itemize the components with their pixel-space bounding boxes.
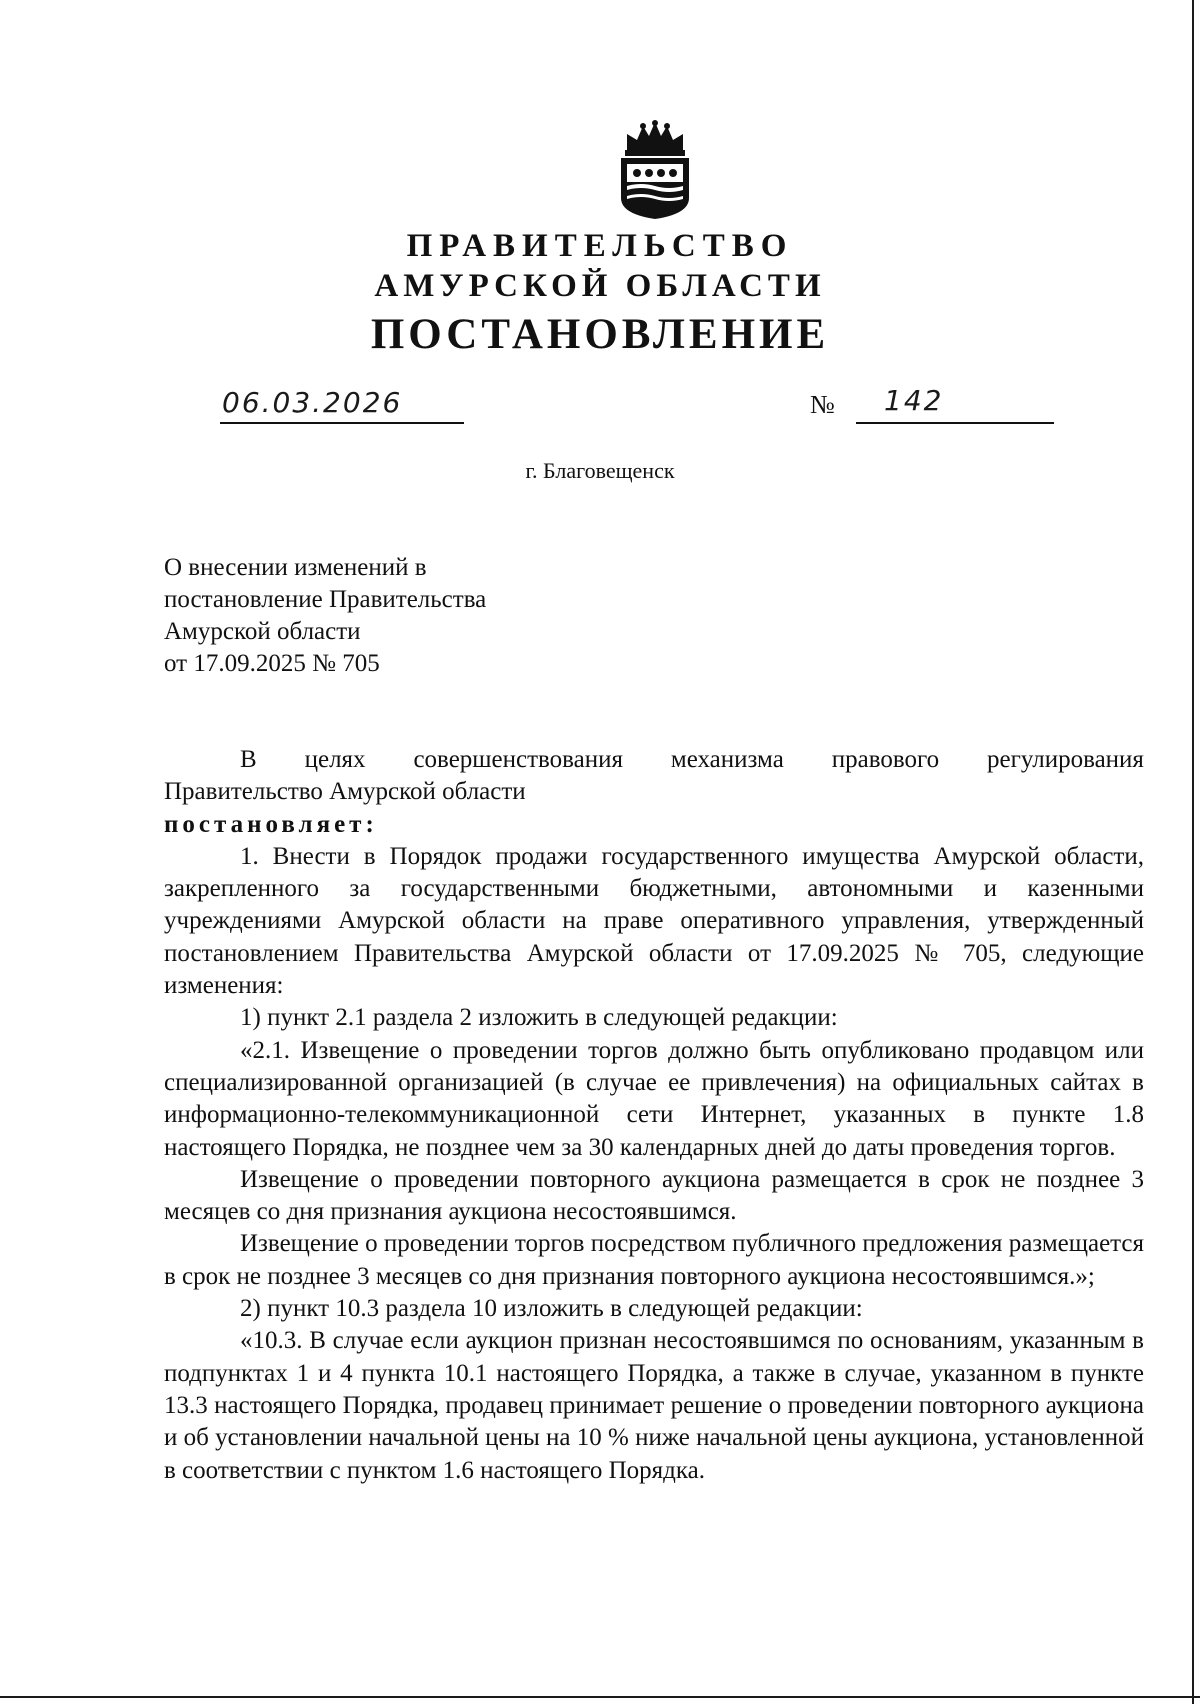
- paragraph: Извещение о проведении повторного аукциона размещается в срок не позднее 3 месяцев со дня признания аукциона несостоявшимся.: [164, 1165, 1144, 1226]
- intro-line-2: Правительство Амурской области: [164, 778, 526, 806]
- number-sign: №: [810, 390, 835, 419]
- intro-line: [164, 744, 1144, 776]
- date-field: [220, 388, 464, 424]
- handwritten-number: 142: [884, 384, 944, 417]
- number-field: [856, 384, 1054, 424]
- intro-word: целях: [304, 746, 366, 773]
- subject-line: постановление Правительства: [164, 586, 487, 613]
- document-body: [164, 744, 1144, 1487]
- city-name: г. Благовещенск: [525, 458, 675, 483]
- handwritten-date: 06.03.2026: [222, 386, 403, 419]
- paragraph: «2.1. Извещение о проведении торгов должно быть опубликовано продавцом или специализированной организацией (в случае ее привлечения) на официальных сайтах в информационно-телекоммуникационной сети Интернет, указанных в пункте 1.8 настоящего Порядка, не позднее чем за 30 календарных дней до даты проведения торгов.: [164, 1036, 1144, 1161]
- intro-word: механизма: [670, 746, 784, 773]
- coat-of-arms-icon: [613, 120, 697, 220]
- scan-edge-bottom: [0, 1696, 1200, 1698]
- intro-word: совершенствования: [413, 746, 624, 773]
- paragraph: «10.3. В случае если аукцион признан несостоявшимся по основаниям, указанным в подпунктах 1 и 4 пункта 10.1 настоящего Порядка, а также в случае, указанном в пункте 13.3 настоящего Порядка, продавец принимает решение о проведении повторного аукциона и об установлении начальной цены на 10 % ниже начальной цены аукциона, установленной в соответствии с пунктом 1.6 настоящего Порядка.: [164, 1327, 1144, 1484]
- intro-word: регулирования: [987, 746, 1144, 773]
- paragraph: 1. Внести в Порядок продажи государственного имущества Амурской области, закрепленного за государственными бюджетными, автономными и казенными учреждениями Амурской области на праве оперативного управления, утвержденный постановлением Правительства Амурской области от 17.09.2025 № 705, следующие изменения:: [164, 842, 1144, 1000]
- intro-word: В: [240, 746, 257, 773]
- paragraph: 1) пункт 2.1 раздела 2 изложить в следующей редакции:: [240, 1004, 838, 1032]
- intro-word: правового: [831, 746, 940, 773]
- subject-line: Амурской области: [164, 618, 361, 645]
- paragraph: Извещение о проведении торгов посредством публичного предложения размещается в срок не позднее 3 месяцев со дня признания повторного аукциона несостоявшимся.»;: [164, 1230, 1144, 1290]
- subject-line: от 17.09.2025 № 705: [164, 650, 380, 677]
- government-name-line2: АМУРСКОЙ ОБЛАСТИ: [374, 268, 826, 304]
- paragraph: 2) пункт 10.3 раздела 10 изложить в следующей редакции:: [240, 1295, 863, 1323]
- government-name-line1: ПРАВИТЕЛЬСТВО: [406, 228, 794, 264]
- document-subject: [164, 552, 624, 680]
- subject-line: О внесении изменений в: [164, 554, 427, 581]
- resolves-word: постановляет:: [164, 810, 378, 838]
- document-type-title: ПОСТАНОВЛЕНИЕ: [370, 311, 830, 358]
